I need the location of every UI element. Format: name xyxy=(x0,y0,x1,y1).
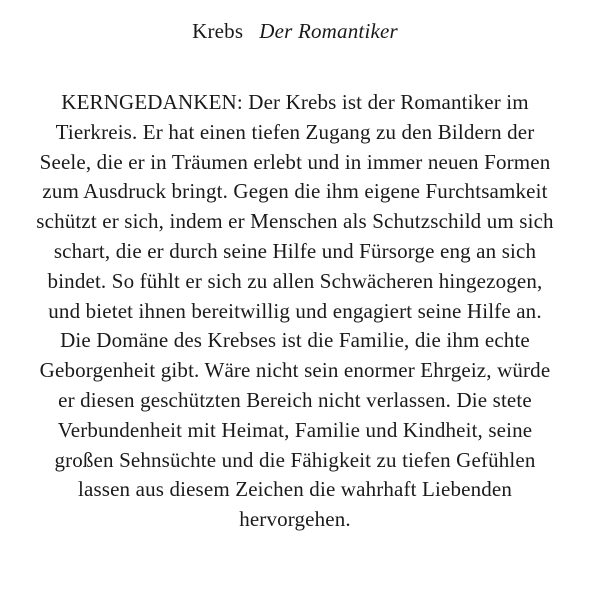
body-paragraph xyxy=(8,88,582,535)
page-heading xyxy=(0,17,590,45)
paragraph-line: großen Sehnsüchte und die Fähigkeit zu tiefen Gefühlen xyxy=(54,447,536,472)
paragraph-line: und bietet ihnen bereitwillig und engagiert seine Hilfe an. xyxy=(48,298,542,323)
paragraph-line: zum Ausdruck bringt. Gegen die ihm eigene Furchtsamkeit xyxy=(42,179,548,204)
paragraph-line: Tierkreis. Er hat einen tiefen Zugang zu den Bildern der xyxy=(55,119,535,144)
paragraph-line: schart, die er durch seine Hilfe und Fürsorge eng an sich xyxy=(53,238,537,263)
paragraph-line: KERNGEDANKEN: Der Krebs ist der Romantiker im xyxy=(61,90,529,114)
zodiac-sign-subtitle: Der Romantiker xyxy=(259,19,398,43)
paragraph-line: bindet. So fühlt er sich zu allen Schwächeren hingezogen, xyxy=(47,268,543,293)
paragraph-line: Die Domäne des Krebses ist die Familie, die ihm echte xyxy=(60,328,530,353)
paragraph-line: Geborgenheit gibt. Wäre nicht sein enormer Ehrgeiz, würde xyxy=(39,358,551,383)
paragraph-line: hervorgehen. xyxy=(239,507,351,532)
paragraph-line: lassen aus diesem Zeichen die wahrhaft Liebenden xyxy=(77,477,513,502)
paragraph-line: Seele, die er in Träumen erlebt und in immer neuen Formen xyxy=(39,149,551,174)
paragraph-line: Verbundenheit mit Heimat, Familie und Kindheit, seine xyxy=(57,417,533,442)
zodiac-sign-name: Krebs xyxy=(192,19,244,43)
paragraph-line: schützt er sich, indem er Menschen als Schutzschild um sich xyxy=(36,209,554,234)
paragraph-line: er diesen geschützten Bereich nicht verlassen. Die stete xyxy=(58,387,532,412)
